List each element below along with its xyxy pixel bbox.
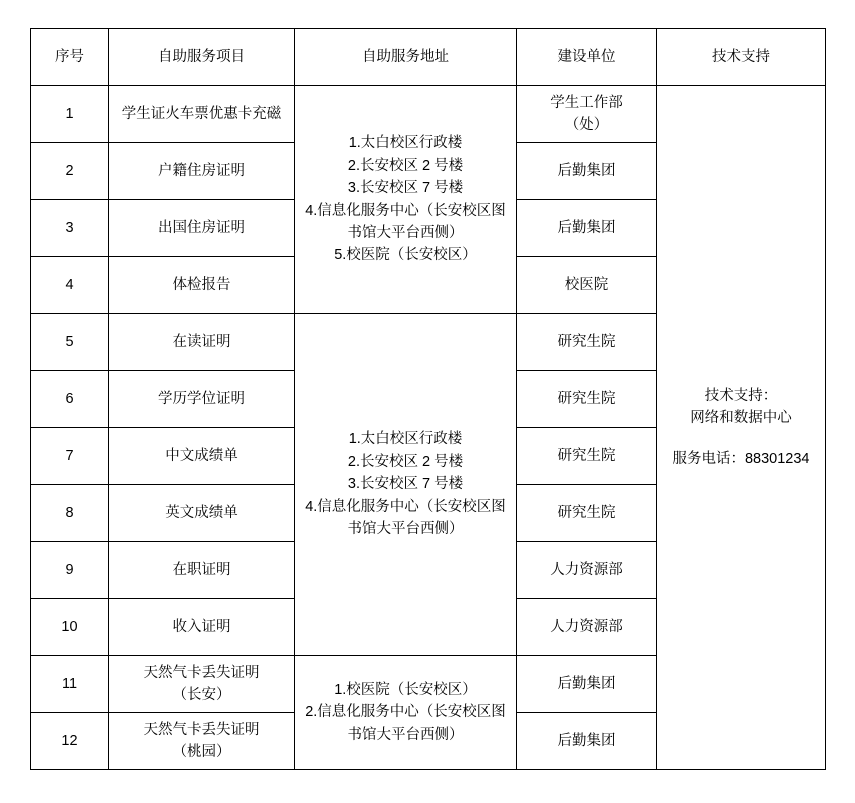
row-number: 8 <box>31 485 109 542</box>
construction-unit: 后勤集团 <box>517 713 657 770</box>
service-item <box>109 656 295 713</box>
construction-unit: 研究生院 <box>517 485 657 542</box>
address-line: 4.信息化服务中心（长安校区图 <box>305 202 506 219</box>
service-item: 在读证明 <box>109 314 295 371</box>
column-header-no: 序号 <box>31 29 109 86</box>
row-number: 9 <box>31 542 109 599</box>
row-number: 5 <box>31 314 109 371</box>
support-line-phone: 服务电话：88301234 <box>672 450 810 467</box>
row-number: 1 <box>31 86 109 143</box>
construction-unit: 人力资源部 <box>517 542 657 599</box>
support-line-title: 技术支持： <box>704 387 778 404</box>
service-item: 收入证明 <box>109 599 295 656</box>
row-number: 11 <box>31 656 109 713</box>
service-address-group-1 <box>295 86 517 314</box>
construction-unit: 后勤集团 <box>517 143 657 200</box>
support-spacer <box>663 430 819 448</box>
service-address-group-2 <box>295 314 517 656</box>
construction-unit: 后勤集团 <box>517 200 657 257</box>
address-line: 1.校医院（长安校区） <box>334 681 477 698</box>
address-line: 1.太白校区行政楼 <box>348 431 463 448</box>
service-item-line: 天然气卡丢失证明 <box>143 721 260 738</box>
construction-unit: 后勤集团 <box>517 656 657 713</box>
column-header-address: 自助服务地址 <box>295 29 517 86</box>
service-address-group-3 <box>295 656 517 770</box>
table-row <box>31 86 826 143</box>
row-number: 6 <box>31 371 109 428</box>
row-number: 4 <box>31 257 109 314</box>
table-body <box>31 86 826 770</box>
row-number: 10 <box>31 599 109 656</box>
column-header-unit: 建设单位 <box>517 29 657 86</box>
row-number: 3 <box>31 200 109 257</box>
support-line-org: 网络和数据中心 <box>690 410 792 427</box>
address-line: 2.长安校区 2 号楼 <box>347 453 464 470</box>
service-item: 中文成绩单 <box>109 428 295 485</box>
service-item: 出国住房证明 <box>109 200 295 257</box>
address-line: 4.信息化服务中心（长安校区图 <box>305 498 506 515</box>
row-number: 7 <box>31 428 109 485</box>
table-header-row <box>31 29 826 86</box>
construction-unit: 研究生院 <box>517 314 657 371</box>
address-line: 2.长安校区 2 号楼 <box>347 157 464 174</box>
technical-support <box>657 86 826 770</box>
row-number: 12 <box>31 713 109 770</box>
address-line: 书馆大平台西侧） <box>347 521 464 538</box>
service-item: 在职证明 <box>109 542 295 599</box>
service-item: 体检报告 <box>109 257 295 314</box>
service-item: 户籍住房证明 <box>109 143 295 200</box>
construction-unit: 校医院 <box>517 257 657 314</box>
unit-line: 学生工作部 <box>550 94 623 111</box>
address-line: 2.信息化服务中心（长安校区图 <box>305 704 506 721</box>
address-line: 书馆大平台西侧） <box>347 224 464 241</box>
service-item-line: （桃园） <box>172 744 231 760</box>
service-item-line: 天然气卡丢失证明 <box>143 664 260 681</box>
construction-unit: 人力资源部 <box>517 599 657 656</box>
address-line: 书馆大平台西侧） <box>347 726 464 743</box>
service-item: 学历学位证明 <box>109 371 295 428</box>
construction-unit <box>517 86 657 143</box>
column-header-item: 自助服务项目 <box>109 29 295 86</box>
column-header-support: 技术支持 <box>657 29 826 86</box>
construction-unit: 研究生院 <box>517 371 657 428</box>
self-service-table <box>30 28 826 770</box>
unit-line: （处） <box>564 117 609 133</box>
address-line: 5.校医院（长安校区） <box>334 247 477 264</box>
service-item: 学生证火车票优惠卡充磁 <box>109 86 295 143</box>
address-line: 3.长安校区 7 号楼 <box>347 476 464 493</box>
row-number: 2 <box>31 143 109 200</box>
service-item-line: （长安） <box>172 687 231 703</box>
construction-unit: 研究生院 <box>517 428 657 485</box>
address-line: 1.太白校区行政楼 <box>348 135 463 152</box>
service-item: 英文成绩单 <box>109 485 295 542</box>
service-item <box>109 713 295 770</box>
table-header <box>31 29 826 86</box>
address-line: 3.长安校区 7 号楼 <box>347 180 464 197</box>
